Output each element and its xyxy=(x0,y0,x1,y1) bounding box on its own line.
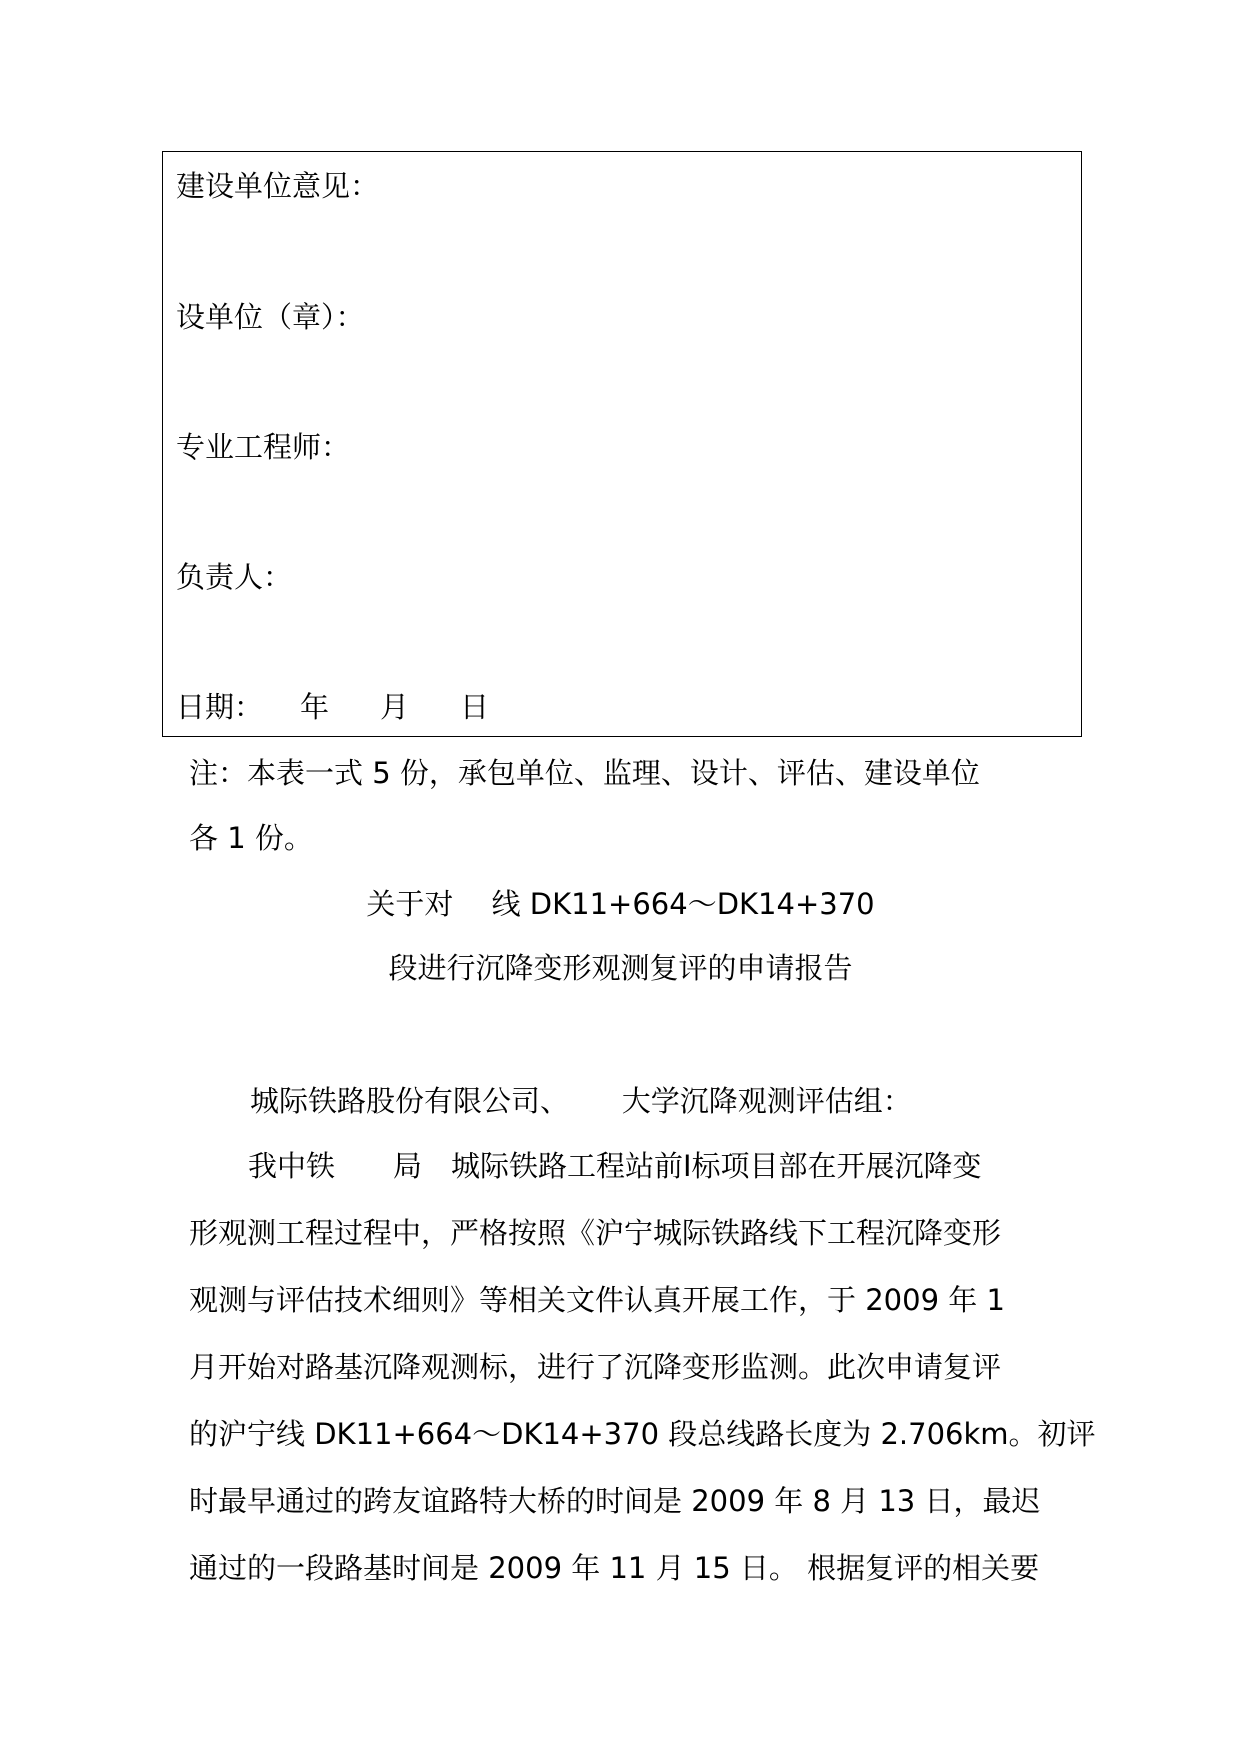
body-line: 我中铁 局 城际铁路工程站前Ⅰ标项目部在开展沉降变 xyxy=(248,1149,982,1183)
day-label: 日 xyxy=(460,690,490,724)
unit-seal-label: 设单位（章）： xyxy=(176,300,365,334)
date-label: 日期： xyxy=(176,690,264,724)
date-row xyxy=(176,687,489,727)
report-title-line-1: 关于对 线 DK11+664～DK14+370 xyxy=(366,887,875,921)
body-line: 的沪宁线 DK11+664～DK14+370 段总线路长度为 2.706km。初评 xyxy=(189,1417,1096,1451)
body-line: 时最早通过的跨友谊路特大桥的时间是 2009 年 8 月 13 日，最迟 xyxy=(189,1484,1041,1518)
responsible-person-label: 负责人： xyxy=(176,560,293,594)
approval-form-box xyxy=(162,151,1082,737)
month-label: 月 xyxy=(380,690,410,724)
body-line: 通过的一段路基时间是 2009 年 11 月 15 日。 根据复评的相关要 xyxy=(189,1551,1040,1585)
note-line-1: 注：本表一式 5 份，承包单位、监理、设计、评估、建设单位 xyxy=(189,756,980,790)
body-line: 形观测工程过程中，严格按照《沪宁城际铁路线下工程沉降变形 xyxy=(189,1216,1002,1250)
construction-opinion-label: 建设单位意见： xyxy=(176,169,380,203)
report-title-line-2: 段进行沉降变形观测复评的申请报告 xyxy=(388,951,853,985)
engineer-label: 专业工程师： xyxy=(176,430,351,464)
year-label: 年 xyxy=(300,690,330,724)
note-line-2: 各 1 份。 xyxy=(189,821,313,855)
body-line: 观测与评估技术细则》等相关文件认真开展工作，于 2009 年 1 xyxy=(189,1283,1005,1317)
body-line: 月开始对路基沉降观测标，进行了沉降变形监测。此次申请复评 xyxy=(189,1350,1002,1384)
report-salutation: 城际铁路股份有限公司、 大学沉降观测评估组： xyxy=(250,1084,912,1118)
